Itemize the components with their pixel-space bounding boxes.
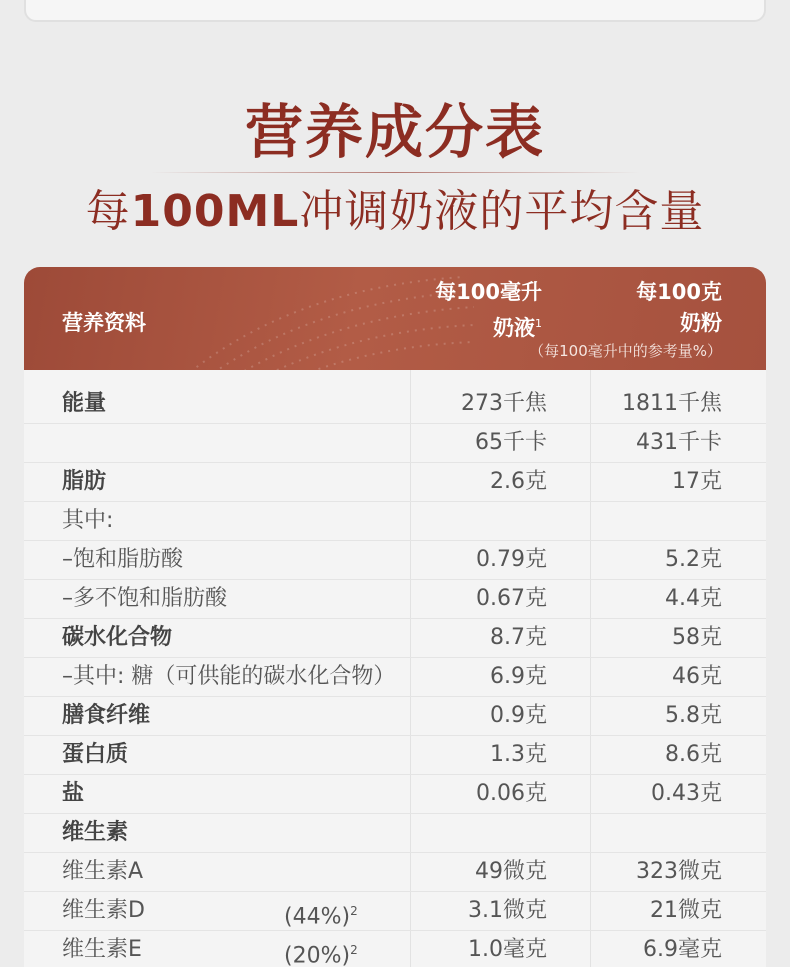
table-row (24, 580, 766, 619)
value-per-100ml: 2.6克 (490, 469, 547, 494)
nutrient-name: –多不饱和脂肪酸 (62, 586, 228, 611)
table-row (24, 853, 766, 892)
header-col1-line1: 每100毫升 (435, 280, 542, 304)
header-col2-line1: 每100克 (636, 280, 722, 304)
subtitle-amount: 100ML (130, 186, 300, 237)
header-per-100g (636, 277, 722, 339)
nutrient-name: 蛋白质 (62, 742, 129, 767)
decorative-wave-pattern (174, 267, 474, 370)
table-row (24, 775, 766, 814)
nutrient-name: 维生素A (62, 859, 144, 884)
value-per-100ml: 1.0毫克 (468, 937, 547, 962)
table-row (24, 931, 766, 967)
value-per-100ml: 0.9克 (490, 703, 547, 728)
header-col1-footnote: 1 (535, 317, 542, 330)
nutrient-name: 膳食纤维 (62, 703, 151, 728)
header-col2-line2: 奶粉 (680, 311, 722, 335)
header-col1-line2: 奶液 (493, 316, 535, 340)
value-per-100ml: 65千卡 (475, 430, 547, 455)
header-reference-note: （每100毫升中的参考量%） (529, 342, 722, 360)
reference-percent-footnote: 2 (350, 943, 358, 957)
value-per-100ml: 0.67克 (476, 586, 547, 611)
page-title: 营养成分表 (244, 98, 545, 166)
value-per-100g: 5.2克 (665, 547, 722, 572)
reference-percent (284, 931, 358, 967)
table-row (24, 541, 766, 580)
table-row (24, 502, 766, 541)
nutrient-name: 能量 (62, 391, 107, 416)
value-per-100ml: 6.9克 (490, 664, 547, 689)
subtitle-suffix: 冲调奶液的平均含量 (299, 186, 705, 237)
table-row (24, 424, 766, 463)
header-label: 营养资料 (62, 311, 146, 335)
table-body (24, 370, 766, 967)
value-per-100ml: 273千焦 (461, 391, 547, 416)
table-row (24, 892, 766, 931)
value-per-100g: 0.43克 (651, 781, 722, 806)
table-row (24, 385, 766, 424)
table-row (24, 736, 766, 775)
table-row (24, 658, 766, 697)
nutrient-name: 盐 (62, 781, 85, 806)
table-row (24, 463, 766, 502)
value-per-100ml: 0.79克 (476, 547, 547, 572)
value-per-100ml: 1.3克 (490, 742, 547, 767)
value-per-100g: 1811千焦 (622, 391, 722, 416)
nutrient-name: 碳水化合物 (62, 625, 173, 650)
value-per-100ml: 3.1微克 (468, 898, 547, 923)
table-row (24, 814, 766, 853)
previous-section-card (24, 0, 766, 22)
table-header (24, 267, 766, 370)
nutrient-name: 维生素 (62, 820, 129, 845)
title-divider (150, 172, 640, 173)
value-per-100g: 46克 (672, 664, 722, 689)
value-per-100ml: 49微克 (475, 859, 547, 884)
nutrient-name: 维生素D (62, 898, 145, 923)
nutrient-name: 维生素E (62, 937, 142, 962)
value-per-100g: 4.4克 (665, 586, 722, 611)
value-per-100g: 323微克 (636, 859, 722, 884)
header-col1-line2-wrap (435, 308, 542, 344)
value-per-100g: 431千卡 (636, 430, 722, 455)
value-per-100ml: 0.06克 (476, 781, 547, 806)
reference-percent-value: (44%) (284, 904, 351, 930)
nutrient-name: 脂肪 (62, 469, 107, 494)
table-row (24, 697, 766, 736)
value-per-100g: 21微克 (650, 898, 722, 923)
reference-percent (284, 892, 358, 936)
value-per-100g: 5.8克 (665, 703, 722, 728)
nutrient-name: 其中: (62, 508, 114, 533)
reference-percent-footnote: 2 (350, 904, 358, 918)
nutrient-name: –饱和脂肪酸 (62, 547, 184, 572)
header-per-100ml (435, 277, 542, 344)
page-subtitle (0, 180, 790, 244)
value-per-100g: 6.9毫克 (643, 937, 722, 962)
value-per-100g: 8.6克 (665, 742, 722, 767)
nutrient-name: –其中: 糖（可供能的碳水化合物） (62, 664, 396, 689)
nutrition-table (24, 267, 766, 967)
table-row (24, 619, 766, 658)
value-per-100g: 58克 (672, 625, 722, 650)
value-per-100ml: 8.7克 (490, 625, 547, 650)
value-per-100g: 17克 (672, 469, 722, 494)
subtitle-prefix: 每 (85, 186, 131, 237)
reference-percent-value: (20%) (284, 943, 351, 967)
